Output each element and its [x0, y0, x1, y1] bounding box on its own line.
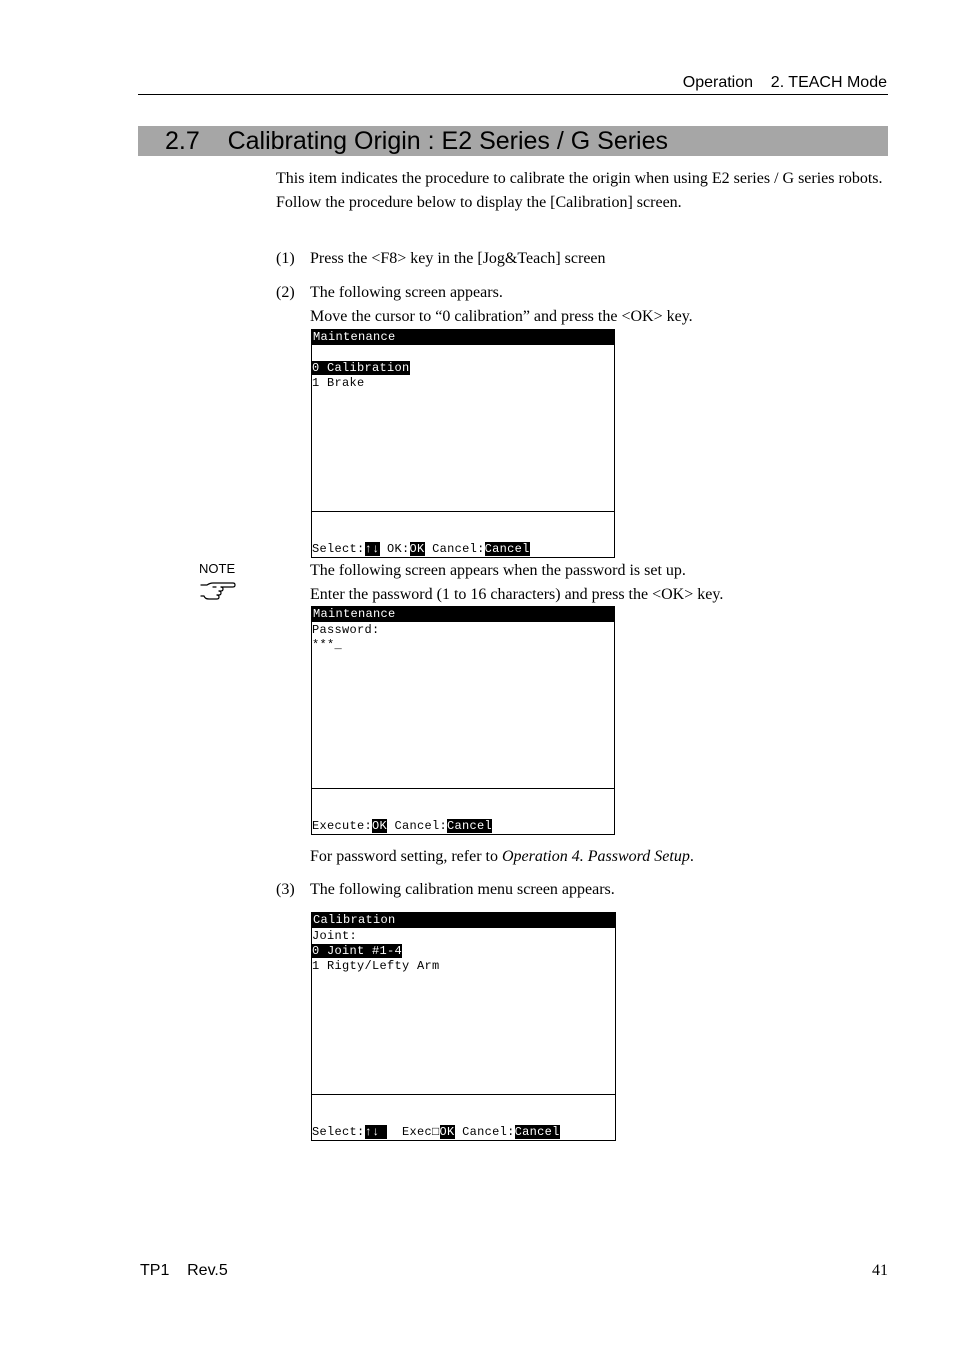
step-3-text: The following calibration menu screen appears.	[310, 881, 615, 898]
password-screen	[311, 606, 615, 835]
arrow-keys-icon: ↑↓	[364, 542, 380, 556]
section-number: 2.7	[165, 127, 200, 155]
screen-footer-keys: Select:↑↓ OK:OK Cancel:Cancel	[312, 542, 530, 556]
note-line-2: Enter the password (1 to 16 characters) and press the <OK> key.	[310, 586, 724, 603]
intro-paragraph-1: This item indicates the procedure to calibrate the origin when using E2 series / G series robots.	[276, 170, 883, 187]
step-2-number: (2)	[276, 284, 295, 301]
section-heading	[165, 126, 668, 156]
intro-paragraph-2: Follow the procedure below to display the [Calibration] screen.	[276, 194, 682, 211]
running-header: Operation 2. TEACH Mode	[682, 74, 887, 91]
menu-item-calibration: 0 Calibration	[312, 361, 410, 375]
screen-title-bar: Calibration	[312, 913, 615, 928]
password-entry: ***_	[312, 638, 343, 652]
step-1-text: Press the <F8> key in the [Jog&Teach] screen	[310, 250, 606, 267]
step-2-line-1: The following screen appears.	[310, 284, 503, 301]
joint-label: Joint:	[312, 929, 358, 943]
menu-item-joint: 0 Joint #1-4	[312, 944, 403, 958]
menu-item-arm: 1 Rigty/Lefty Arm	[312, 959, 440, 973]
arrow-keys-icon: ↑↓	[364, 1125, 388, 1139]
step-1-number: (1)	[276, 250, 295, 267]
page-number: 41	[872, 1262, 888, 1279]
screen-title-bar: Maintenance	[312, 330, 614, 345]
footer-doc-id: TP1 Rev.5	[140, 1262, 228, 1279]
screen-divider	[312, 788, 614, 789]
screen-divider	[312, 511, 614, 512]
pointing-hand-icon	[199, 579, 237, 601]
note-line-1: The following screen appears when the password is set up.	[310, 562, 686, 579]
step-3-number: (3)	[276, 881, 295, 898]
screen-footer-keys: Execute:OK Cancel:Cancel	[312, 819, 493, 833]
intro-text	[276, 167, 887, 215]
screen-footer-keys: Select:↑↓ Exec□OK Cancel:Cancel	[312, 1125, 560, 1139]
password-label: Password:	[312, 623, 380, 637]
note-label: NOTE	[199, 561, 236, 576]
section-title: Calibrating Origin : E2 Series / G Series	[227, 127, 669, 155]
menu-item-brake: 1 Brake	[312, 376, 365, 390]
password-reference-link: Operation 4. Password Setup	[501, 848, 690, 865]
step-2-line-2: Move the cursor to “0 calibration” and press the <OK> key.	[310, 308, 693, 325]
step-2-text	[310, 281, 888, 329]
header-rule	[138, 94, 888, 95]
password-reference: For password setting, refer to Operation 4. Password Setup.	[310, 848, 694, 865]
calibration-screen	[311, 912, 616, 1141]
screen-divider	[312, 1094, 615, 1095]
note-text	[310, 559, 888, 607]
maintenance-screen	[311, 329, 615, 558]
screen-title-bar: Maintenance	[312, 607, 614, 622]
